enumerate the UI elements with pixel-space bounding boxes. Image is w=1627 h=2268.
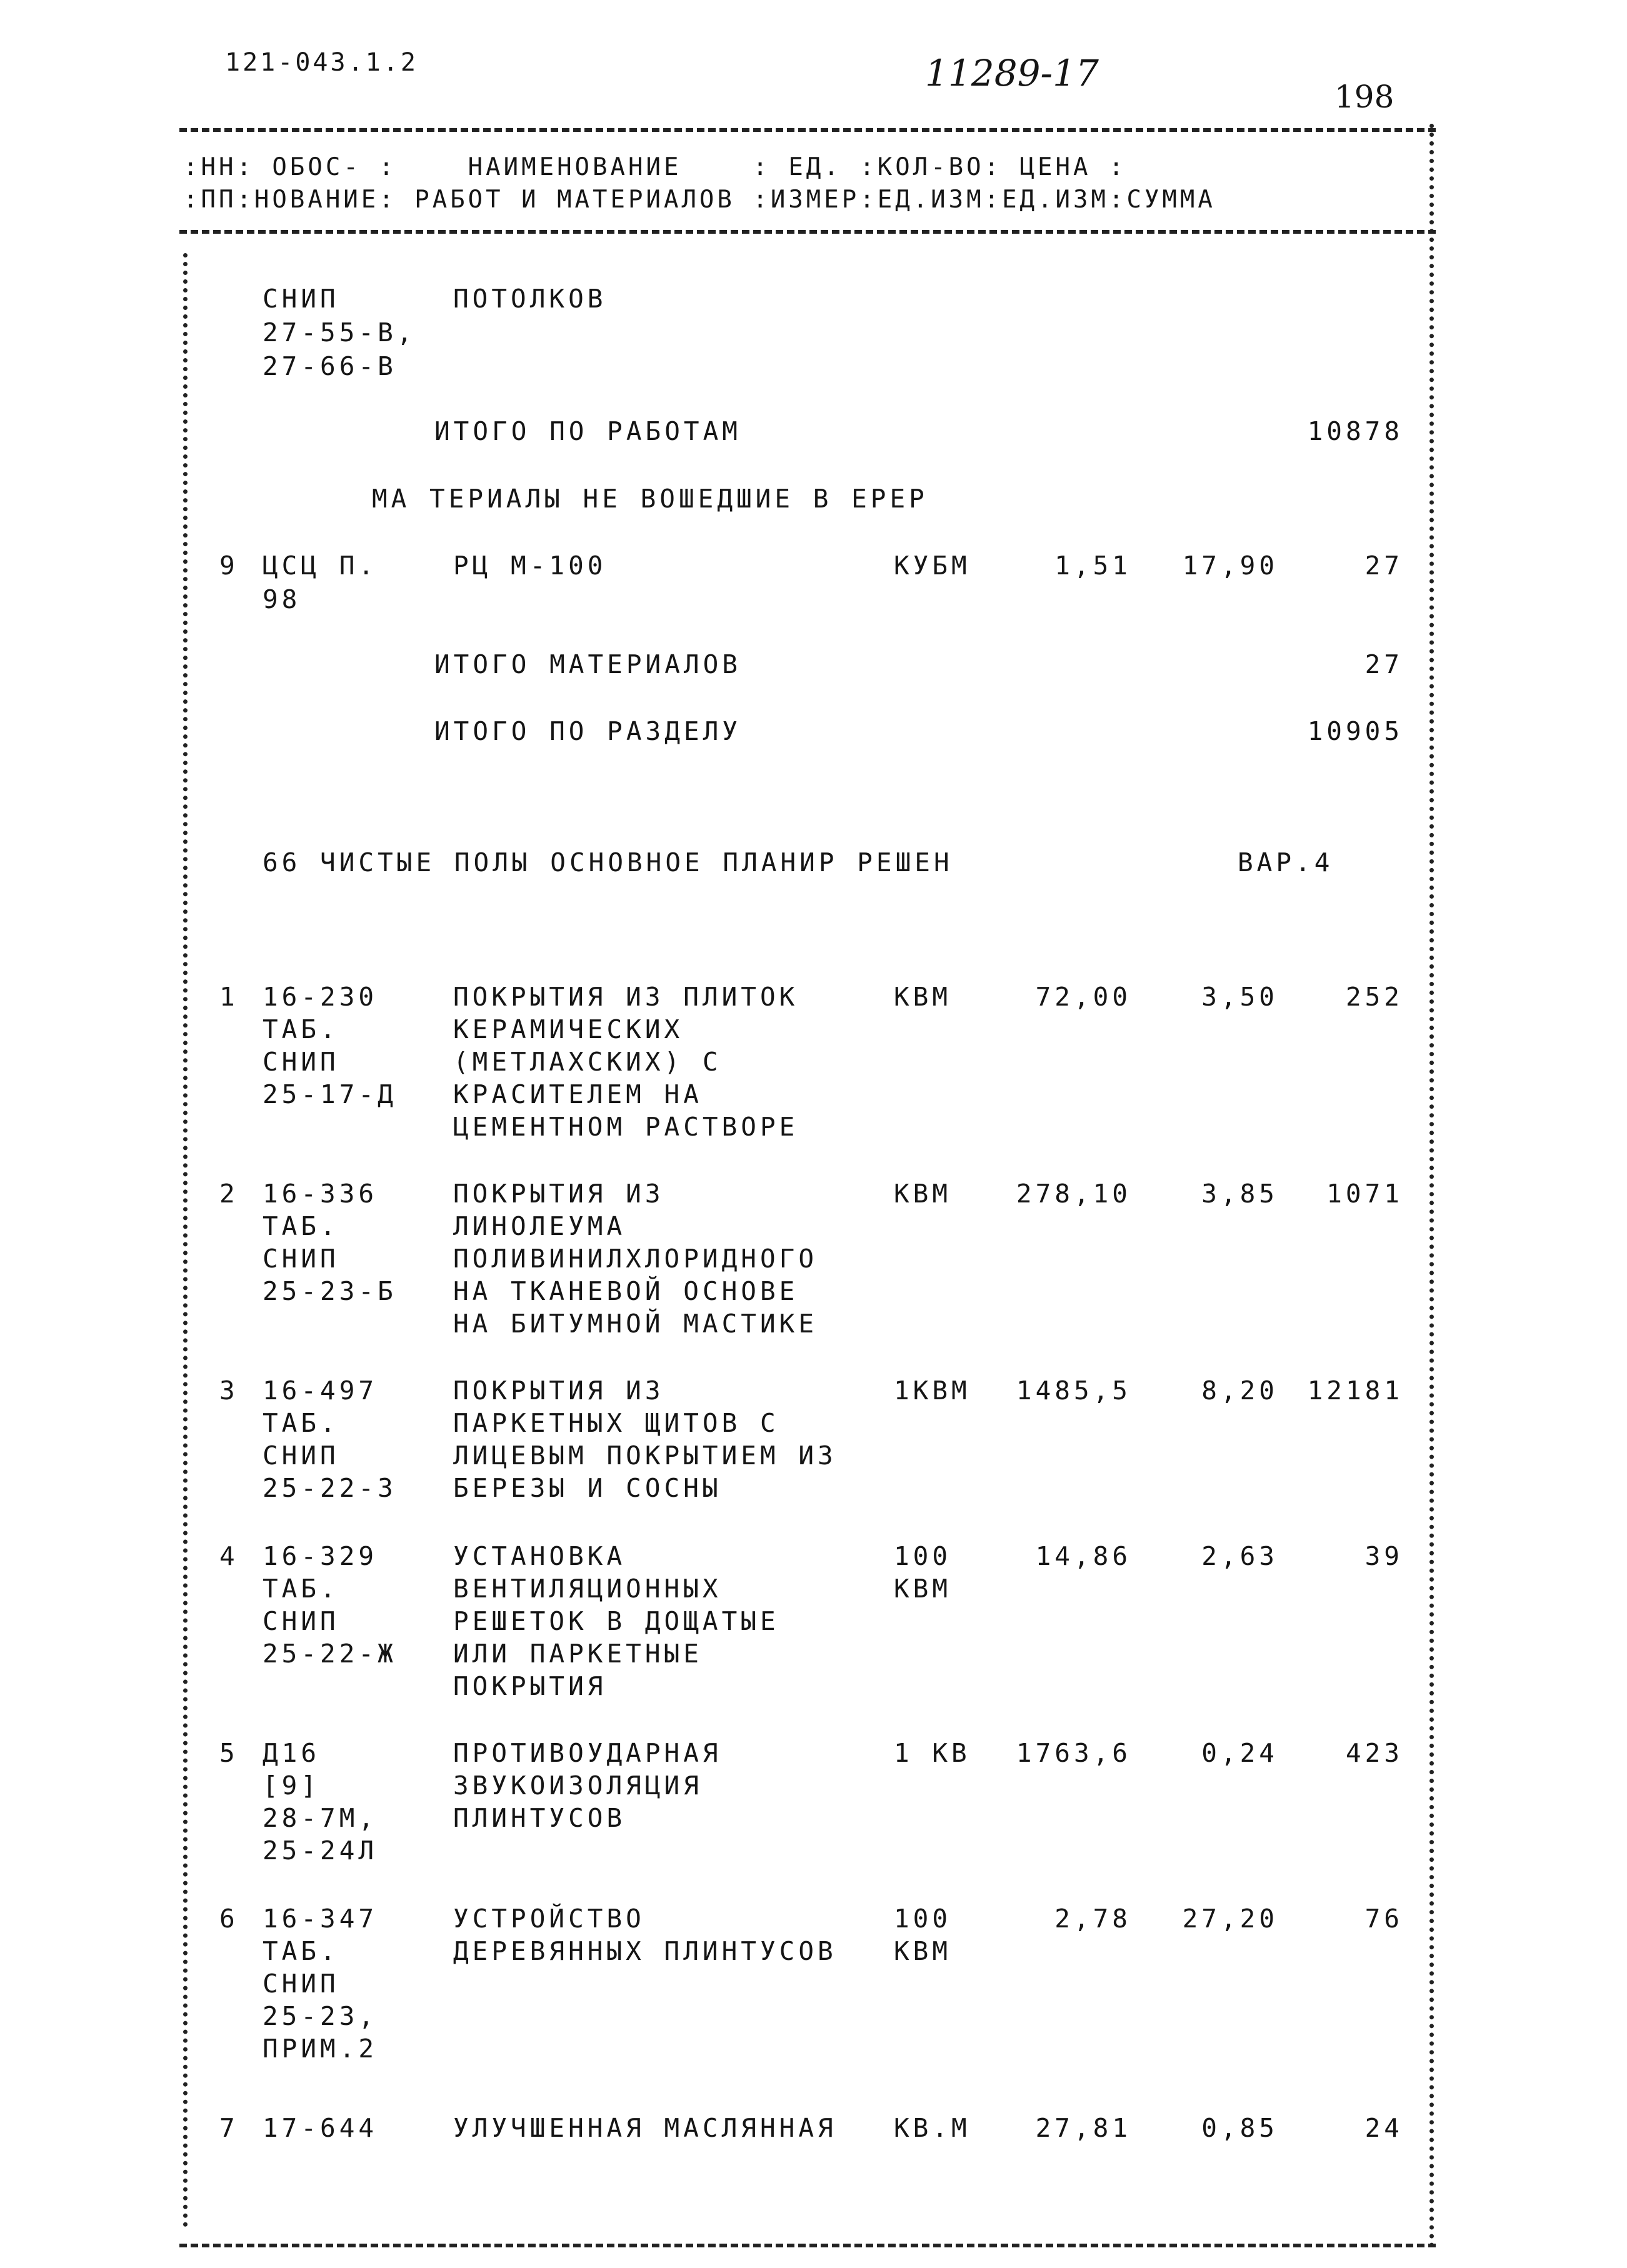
row-basis-line: СНИП (263, 1047, 339, 1077)
row-basis-line: 16-230 (263, 982, 378, 1012)
row-number: 3 (219, 1376, 239, 1406)
section-variant: ВАР.4 (1238, 847, 1334, 877)
row-sum: 12181 (1307, 1376, 1403, 1406)
row-name-line: (МЕТЛАХСКИХ) С (453, 1047, 722, 1077)
row-number: 6 (219, 1904, 239, 1934)
row-basis-line: 25-22-З (263, 1473, 397, 1503)
row-qty: 14,86 (1035, 1541, 1131, 1571)
row-unit: 100 (894, 1904, 952, 1934)
row-name-line: ВЕНТИЛЯЦИОННЫХ (453, 1574, 722, 1604)
row-basis-line: [9] (263, 1771, 321, 1801)
row-unit: 1КВМ (894, 1376, 971, 1406)
row-basis-line: СНИП (263, 1244, 339, 1274)
material-row-price: 17,90 (1182, 551, 1278, 581)
row-price: 3,50 (1201, 982, 1278, 1012)
row-unit: КВМ (894, 1936, 952, 1966)
row-name-line: НА БИТУМНОЙ МАСТИКЕ (453, 1309, 818, 1339)
row-sum: 252 (1345, 982, 1403, 1012)
section-title: 66 ЧИСТЫЕ ПОЛЫ ОСНОВНОЕ ПЛАНИР РЕШЕН (263, 847, 953, 877)
row-basis-line: 25-17-Д (263, 1079, 397, 1109)
row-name-line: КЕРАМИЧЕСКИХ (453, 1014, 684, 1044)
row-qty: 1485,5 (1016, 1376, 1131, 1406)
bottom-rule (179, 2244, 1436, 2247)
row-number: 1 (219, 982, 239, 1012)
row-number: 5 (219, 1738, 239, 1768)
row-basis-line: ПРИМ.2 (263, 2034, 378, 2064)
row-unit: КВМ (894, 1179, 952, 1209)
row-name-line: БЕРЕЗЫ И СОСНЫ (453, 1473, 722, 1503)
row-price: 27,20 (1182, 1904, 1278, 1934)
intro-name: ПОТОЛКОВ (453, 284, 607, 314)
row-sum: 39 (1364, 1541, 1403, 1571)
row-sum: 1071 (1326, 1179, 1403, 1209)
row-number: 4 (219, 1541, 239, 1571)
row-unit: КВМ (894, 1574, 952, 1604)
materials-total-label: ИТОГО МАТЕРИАЛОВ (434, 649, 741, 679)
material-row-basis: 98 (263, 584, 301, 614)
intro-basis-line: СНИП (263, 284, 339, 314)
row-basis-line: 17-644 (263, 2113, 378, 2143)
row-name-line: КРАСИТЕЛЕМ НА (453, 1079, 703, 1109)
row-name-line: ИЛИ ПАРКЕТНЫЕ (453, 1639, 703, 1669)
row-price: 0,85 (1201, 2113, 1278, 2143)
row-name-line: ПЛИНТУСОВ (453, 1803, 626, 1833)
row-number: 2 (219, 1179, 239, 1209)
row-name-line: УЛУЧШЕННАЯ МАСЛЯННАЯ (453, 2113, 837, 2143)
row-name-line: ПОЛИВИНИЛХЛОРИДНОГО (453, 1244, 818, 1274)
row-name-line: УСТРОЙСТВО (453, 1904, 645, 1934)
row-basis-line: 25-22-Ж (263, 1639, 397, 1669)
works-total-label: ИТОГО ПО РАБОТАМ (434, 416, 741, 446)
row-basis-line: СНИП (263, 1969, 339, 1999)
left-border-dots (183, 253, 188, 2228)
row-qty: 2,78 (1054, 1904, 1131, 1934)
row-basis-line: 28-7М, (263, 1803, 378, 1833)
row-basis-line: 25-23, (263, 2001, 378, 2031)
row-basis-line: 25-23-Б (263, 1276, 397, 1306)
row-qty: 278,10 (1016, 1179, 1131, 1209)
row-basis-line: ТАБ. (263, 1014, 339, 1044)
row-price: 3,85 (1201, 1179, 1278, 1209)
right-border-dots (1429, 124, 1596, 2249)
row-basis-line: 16-336 (263, 1179, 378, 1209)
row-basis-line: 25-24Л (263, 1836, 378, 1866)
materials-note: МА ТЕРИАЛЫ НЕ ВОШЕДШИЕ В ЕРЕР (372, 484, 928, 514)
row-basis-line: 16-347 (263, 1904, 378, 1934)
row-name-line: ПОКРЫТИЯ (453, 1671, 607, 1701)
row-basis-line: ТАБ. (263, 1408, 339, 1438)
row-qty: 27,81 (1035, 2113, 1131, 2143)
row-basis-line: ТАБ. (263, 1574, 339, 1604)
material-row-unit: КУБМ (894, 551, 971, 581)
row-price: 0,24 (1201, 1738, 1278, 1768)
intro-basis-line: 27-66-В (263, 351, 397, 381)
material-row-basis: ЦСЦ П. (263, 551, 378, 581)
row-name-line: ПОКРЫТИЯ ИЗ (453, 1376, 664, 1406)
row-qty: 72,00 (1035, 982, 1131, 1012)
column-header-line-1: :НН: ОБОС- : НАИМЕНОВАНИЕ : ЕД. :КОЛ-ВО: ЦЕНА : (183, 153, 1127, 181)
row-basis-line: ТАБ. (263, 1211, 339, 1241)
row-name-line: ПОКРЫТИЯ ИЗ ПЛИТОК (453, 982, 799, 1012)
row-qty: 1763,6 (1016, 1738, 1131, 1768)
row-sum: 24 (1364, 2113, 1403, 2143)
row-basis-line: 16-329 (263, 1541, 378, 1571)
row-name-line: НА ТКАНЕВОЙ ОСНОВЕ (453, 1276, 799, 1306)
row-basis-line: ТАБ. (263, 1936, 339, 1966)
row-unit: КВМ (894, 982, 952, 1012)
row-name-line: ЦЕМЕНТНОМ РАСТВОРЕ (453, 1112, 799, 1142)
works-total-sum: 10878 (1307, 416, 1403, 446)
row-name-line: ПАРКЕТНЫХ ЩИТОВ С (453, 1408, 779, 1438)
row-unit: КВ.М (894, 2113, 971, 2143)
row-basis-line: СНИП (263, 1606, 339, 1636)
row-name-line: ЛИЦЕВЫМ ПОКРЫТИЕМ ИЗ (453, 1441, 837, 1471)
row-name-line: ЛИНОЛЕУМА (453, 1211, 626, 1241)
header-rule (179, 230, 1436, 234)
column-header-line-2: :ПП:НОВАНИЕ: РАБОТ И МАТЕРИАЛОВ :ИЗМЕР:ЕД.ИЗМ:ЕД.ИЗМ:СУММА (183, 186, 1216, 214)
row-basis-line: Д16 (263, 1738, 321, 1768)
row-name-line: ДЕРЕВЯННЫХ ПЛИНТУСОВ (453, 1936, 837, 1966)
section-total-sum: 10905 (1307, 716, 1403, 746)
section-total-label: ИТОГО ПО РАЗДЕЛУ (434, 716, 741, 746)
row-unit: 1 КВ (894, 1738, 971, 1768)
material-row-sum: 27 (1364, 551, 1403, 581)
row-unit: 100 (894, 1541, 952, 1571)
page-number: 198 (1334, 79, 1394, 115)
row-price: 8,20 (1201, 1376, 1278, 1406)
row-name-line: РЕШЕТОК В ДОЩАТЫЕ (453, 1606, 779, 1636)
row-number: 7 (219, 2113, 239, 2143)
materials-total-sum: 27 (1364, 649, 1403, 679)
material-row-number: 9 (219, 551, 239, 581)
row-name-line: ПОКРЫТИЯ ИЗ (453, 1179, 664, 1209)
row-basis-line: 16-497 (263, 1376, 378, 1406)
material-row-qty: 1,51 (1054, 551, 1131, 581)
intro-basis-line: 27-55-В, (263, 317, 416, 347)
row-name-line: ПРОТИВОУДАРНАЯ (453, 1738, 722, 1768)
row-sum: 423 (1345, 1738, 1403, 1768)
row-name-line: УСТАНОВКА (453, 1541, 626, 1571)
row-basis-line: СНИП (263, 1441, 339, 1471)
row-price: 2,63 (1201, 1541, 1278, 1571)
row-sum: 76 (1364, 1904, 1403, 1934)
document-code: 121-043.1.2 (225, 48, 418, 77)
row-name-line: ЗВУКОИЗОЛЯЦИЯ (453, 1771, 703, 1801)
top-rule (179, 128, 1436, 132)
handwritten-number: 11289-17 (925, 52, 1099, 94)
material-row-name: РЦ М-100 (453, 551, 607, 581)
